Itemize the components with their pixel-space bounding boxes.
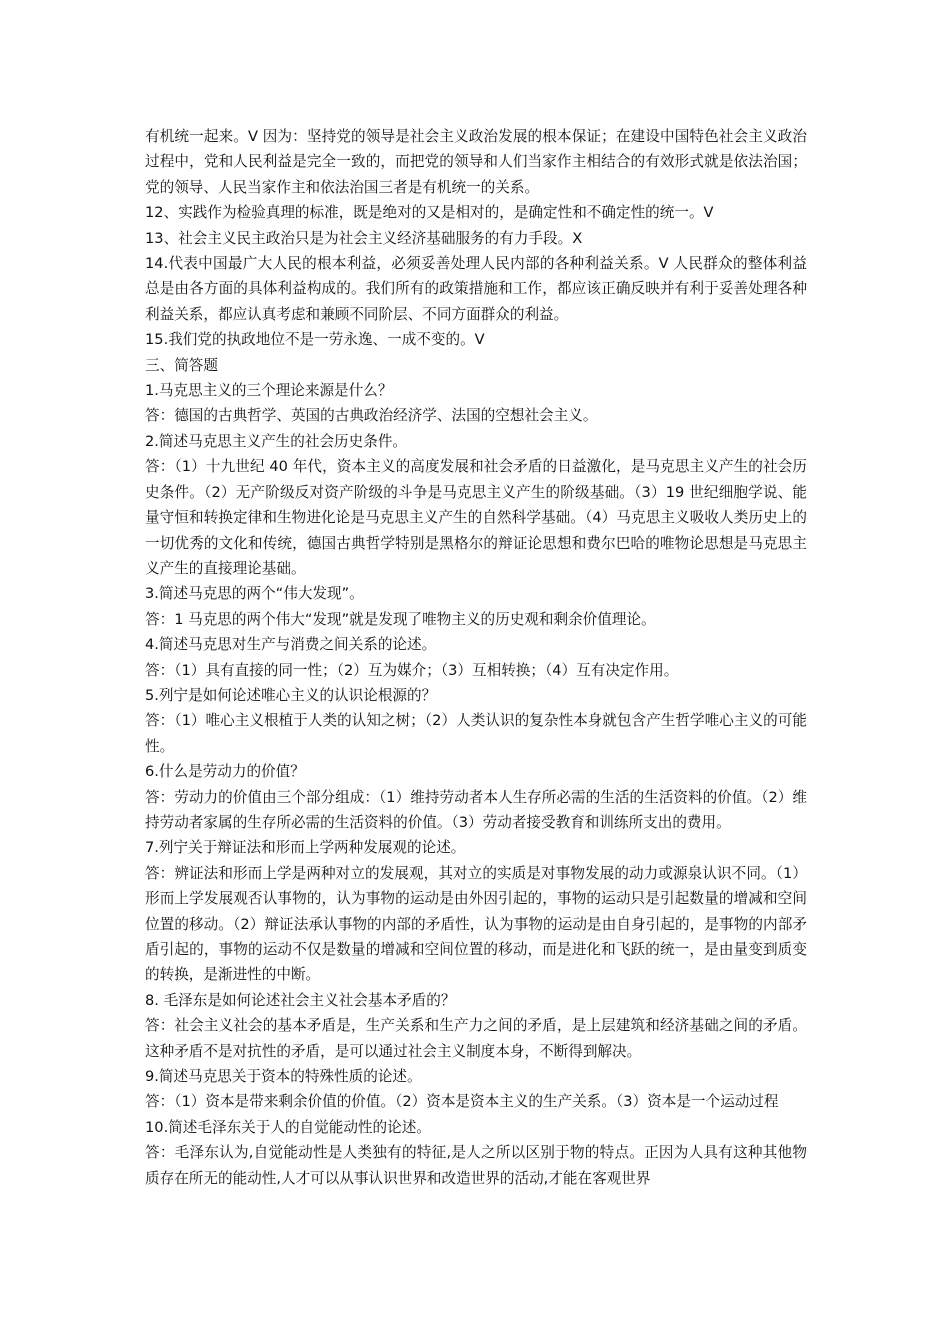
question: 2.简述马克思主义产生的社会历史条件。 <box>145 432 408 450</box>
paragraph: 12、实践作为检验真理的标准，既是绝对的又是相对的，是确定性和不确定性的统一。V <box>145 204 714 222</box>
paragraph: 13、社会主义民主政治只是为社会主义经济基础服务的有力手段。X <box>145 229 583 247</box>
answer: 答：（1）资本是带来剩余价值的价值。（2）资本是资本主义的生产关系。（3）资本是一个运动过程 <box>145 1093 779 1111</box>
answer: 答：德国的古典哲学、英国的古典政治经济学、法国的空想社会主义。 <box>145 407 598 425</box>
section-heading: 三、简答题 <box>145 356 218 374</box>
answer: 答：劳动力的价值由三个部分组成：（1）维持劳动者本人生存所必需的生活的生活资料的价值。（2）维持劳动者家属的生存所必需的生活资料的价值。（3）劳动者接受教育和训练所支出的费用。 <box>145 788 807 831</box>
answer: 答：（1）唯心主义根植于人类的认知之树；（2）人类认识的复杂性本身就包含产生哲学唯心主义的可能性。 <box>145 712 807 755</box>
question: 10.简述毛泽东关于人的自觉能动性的论述。 <box>145 1118 431 1136</box>
document-body <box>145 124 807 1191</box>
question: 8. 毛泽东是如何论述社会主义社会基本矛盾的？ <box>145 991 456 1009</box>
question: 7.列宁关于辩证法和形而上学两种发展观的论述。 <box>145 839 466 857</box>
paragraph: 15.我们党的执政地位不是一劳永逸、一成不变的。V <box>145 331 485 349</box>
question: 4.简述马克思对生产与消费之间关系的论述。 <box>145 636 437 654</box>
answer: 答：社会主义社会的基本矛盾是，生产关系和生产力之间的矛盾，是上层建筑和经济基础之间的矛盾。这种矛盾不是对抗性的矛盾，是可以通过社会主义制度本身，不断得到解决。 <box>145 1017 807 1060</box>
question: 6.什么是劳动力的价值？ <box>145 763 305 781</box>
question: 3.简述马克思的两个“伟大发现”。 <box>145 585 364 603</box>
question: 5.列宁是如何论述唯心主义的认识论根源的？ <box>145 686 437 704</box>
paragraph: 有机统一起来。V 因为：坚持党的领导是社会主义政治发展的根本保证；在建设中国特色社会主义政治过程中，党和人民利益是完全一致的，而把党的领导和人们当家作主相结合的有效形式就是依法治国；党的领导、人民当家作主和依法治国三者是有机统一的关系。 <box>145 128 807 196</box>
answer: 答：（1）具有直接的同一性；（2）互为媒介；（3）互相转换；（4）互有决定作用。 <box>145 661 679 679</box>
question: 9.简述马克思关于资本的特殊性质的论述。 <box>145 1068 422 1086</box>
answer: 答：（1）十九世纪 40 年代，资本主义的高度发展和社会矛盾的日益激化，是马克思主义产生的社会历史条件。（2）无产阶级反对资产阶级的斗争是马克思主义产生的阶级基础。（3）19 世纪细胞学说、能量守恒和转换定律和生物进化论是马克思主义产生的自然科学基础。（4）马克思主义吸收人类历史上的一切优秀的文化和传统，德国古典哲学特别是黑格尔的辩证论思想和费尔巴哈的唯物论思想是马克思主义产生的直接理论基础。 <box>145 458 807 577</box>
question: 1.马克思主义的三个理论来源是什么？ <box>145 382 393 400</box>
answer: 答：1 马克思的两个伟大“发现”就是发现了唯物主义的历史观和剩余价值理论。 <box>145 610 656 628</box>
answer: 答：毛泽东认为,自觉能动性是人类独有的特征,是人之所以区别于物的特点。正因为人具有这种其他物质存在所无的能动性,人才可以从事认识世界和改造世界的活动,才能在客观世界 <box>145 1144 807 1187</box>
paragraph: 14.代表中国最广大人民的根本利益，必须妥善处理人民内部的各种利益关系。V 人民群众的整体利益总是由各方面的具体利益构成的。我们所有的政策措施和工作，都应该正确反映并有利于妥善处理各种利益关系，都应认真考虑和兼顾不同阶层、不同方面群众的利益。 <box>145 255 807 323</box>
answer: 答：辨证法和形而上学是两种对立的发展观，其对立的实质是对事物发展的动力或源泉认识不同。（1）形而上学发展观否认事物的，认为事物的运动是由外因引起的，事物的运动只是引起数量的增减和空间位置的移动。（2）辩证法承认事物的内部的矛盾性，认为事物的运动是由自身引起的，是事物的内部矛盾引起的，事物的运动不仅是数量的增减和空间位置的移动，而是进化和飞跃的统一，是由量变到质变的转换，是渐进性的中断。 <box>145 864 807 984</box>
